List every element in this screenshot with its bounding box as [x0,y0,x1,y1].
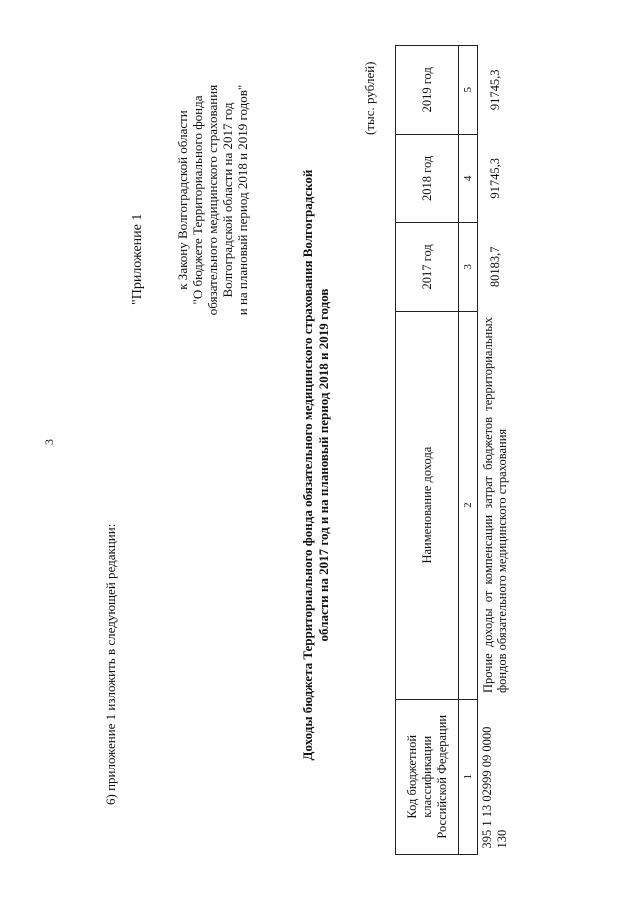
unit-label: (тыс. рублей) [362,61,377,135]
appendix-title: "Приложение 1 [130,213,145,305]
row-value-2019: 91745,3 [478,46,513,135]
row-value-2018: 91745,3 [478,134,513,223]
row-name: Прочие доходы от компенсации затрат бюджетов территориальных фондов обязательного медицинского страхования [478,311,513,699]
law-ref-line: "О бюджете Территориального фонда [190,95,205,305]
law-ref-line: обязательного медицинского страхования [205,84,220,316]
law-ref-line: и на плановый период 2018 и 2019 годов" [235,84,250,316]
income-table [395,45,512,855]
header-2017: 2017 год [396,223,459,312]
law-ref-line: Волгоградской области на 2017 год [220,102,235,298]
header-code: Код бюджетной классификации Российской Федерации [396,699,459,854]
law-reference [175,35,250,365]
header-name: Наименование дохода [396,311,459,699]
intro-text: 6) приложение 1 изложить в следующей редакции: [103,523,118,805]
column-number: 4 [459,134,478,223]
document-title [300,145,332,785]
table-header-row [396,46,459,855]
row-value-2017: 80183,7 [478,223,513,312]
column-number: 1 [459,699,478,854]
document-title-line: области на 2017 год и на плановый период 2018 и 2019 годов [316,288,331,642]
law-ref-line: к Закону Волгоградской области [175,110,190,290]
document-title-line: Доходы бюджета Территориального фонда обязательного медицинского страхования Волгоградской [300,169,315,761]
column-number: 5 [459,46,478,135]
row-code: 395 1 13 02999 09 0000 130 [478,699,513,854]
header-2018: 2018 год [396,134,459,223]
table-row [478,46,513,855]
header-2019: 2019 год [396,46,459,135]
column-number: 3 [459,223,478,312]
column-number-row [459,46,478,855]
column-number: 2 [459,311,478,699]
page-number: 3 [42,439,56,445]
